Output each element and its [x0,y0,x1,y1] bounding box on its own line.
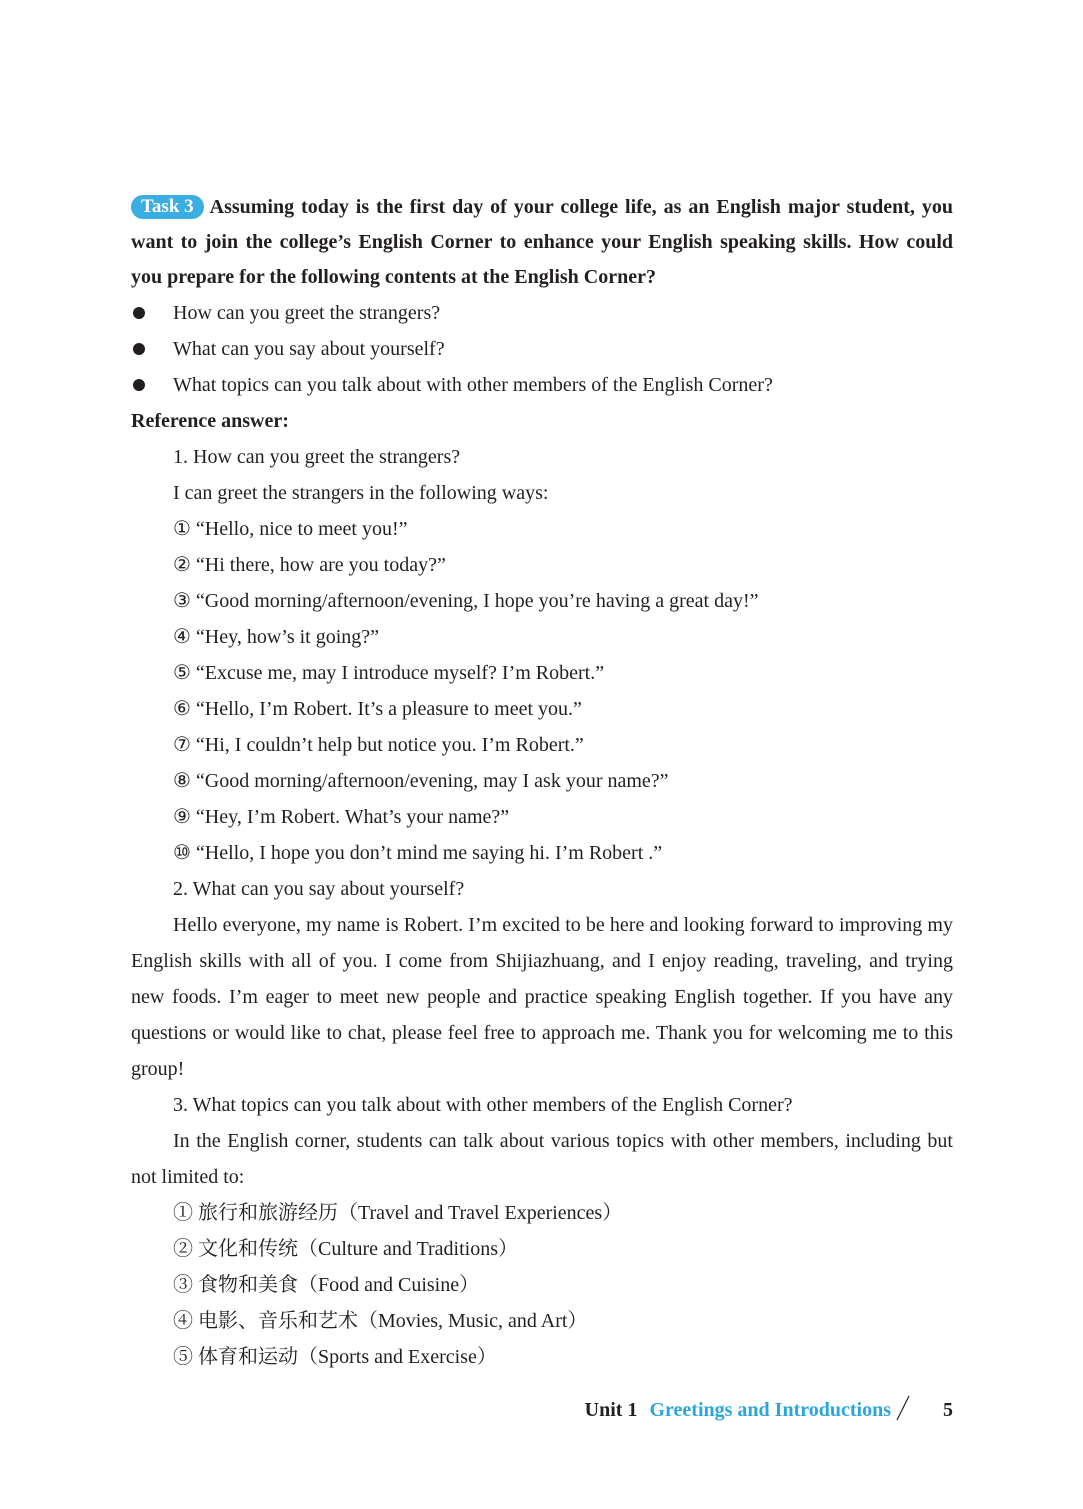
section1-question: 1. How can you greet the strangers? [173,446,461,468]
page-footer [0,1394,953,1425]
greeting-item: ① “Hello, nice to meet you!” [173,518,408,540]
greeting-item: ⑦ “Hi, I couldn’t help but notice you. I’m Robert.” [173,734,584,756]
topic-item: ⑤ 体育和运动（Sports and Exercise） [173,1346,497,1368]
slash-divider-icon [893,1394,913,1422]
page-number: 5 [943,1399,953,1421]
reference-heading: Reference answer: [131,410,289,432]
bullet-dot-icon [133,343,145,355]
task-prompt-text: Assuming today is the first day of your college life, as an English major student, you want to join the college’s English Corner to enhance your English speaking skills. How could you prepare for the following contents at the English Corner? [131,196,953,288]
greeting-item: ② “Hi there, how are you today?” [173,554,446,576]
greeting-item: ③ “Good morning/afternoon/evening, I hope you’re having a great day!” [173,590,759,612]
section3-question: 3. What topics can you talk about with other members of the English Corner? [173,1094,793,1116]
bullet-text: How can you greet the strangers? [173,302,441,324]
section3-intro: In the English corner, students can talk about various topics with other members, including but not limited to: [131,1130,953,1188]
bullet-text: What can you say about yourself? [173,338,445,360]
topic-list [131,1195,953,1375]
bullet-list [131,295,953,403]
greeting-item: ⑤ “Excuse me, may I introduce myself? I’m Robert.” [173,662,605,684]
section2-answer: Hello everyone, my name is Robert. I’m excited to be here and looking forward to improving my English skills with all of you. I come from Shijiazhuang, and I enjoy reading, traveling, and trying new foods. I’m eager to meet new people and practice speaking English together. If you have any questions or would like to chat, please feel free to approach me. Thank you for welcoming me to this group! [131,914,953,1080]
greeting-item: ⑥ “Hello, I’m Robert. It’s a pleasure to meet you.” [173,698,582,720]
bullet-item [131,295,953,331]
footer-unit-title: Greetings and Introductions [649,1399,891,1421]
bullet-item [131,331,953,367]
bullet-text: What topics can you talk about with other members of the English Corner? [173,374,773,396]
greeting-list [131,511,953,871]
topic-item: ② 文化和传统（Culture and Traditions） [173,1238,519,1260]
topic-item: ③ 食物和美食（Food and Cuisine） [173,1274,480,1296]
greeting-item: ⑩ “Hello, I hope you don’t mind me saying hi. I’m Robert .” [173,842,663,864]
section1-intro: I can greet the strangers in the following ways: [173,482,549,504]
greeting-item: ④ “Hey, how’s it going?” [173,626,380,648]
bullet-dot-icon [133,307,145,319]
bullet-item [131,367,953,403]
topic-item: ④ 电影、音乐和艺术（Movies, Music, and Art） [173,1310,588,1332]
section2-question: 2. What can you say about yourself? [173,878,465,900]
task-prompt [131,190,953,295]
topic-item: ① 旅行和旅游经历（Travel and Travel Experiences） [173,1202,623,1224]
page-content [131,190,953,1375]
greeting-item: ⑧ “Good morning/afternoon/evening, may I ask your name?” [173,770,669,792]
task-badge: Task 3 [131,195,204,219]
greeting-item: ⑨ “Hey, I’m Robert. What’s your name?” [173,806,510,828]
bullet-dot-icon [133,379,145,391]
footer-unit: Unit 1 [584,1399,638,1421]
